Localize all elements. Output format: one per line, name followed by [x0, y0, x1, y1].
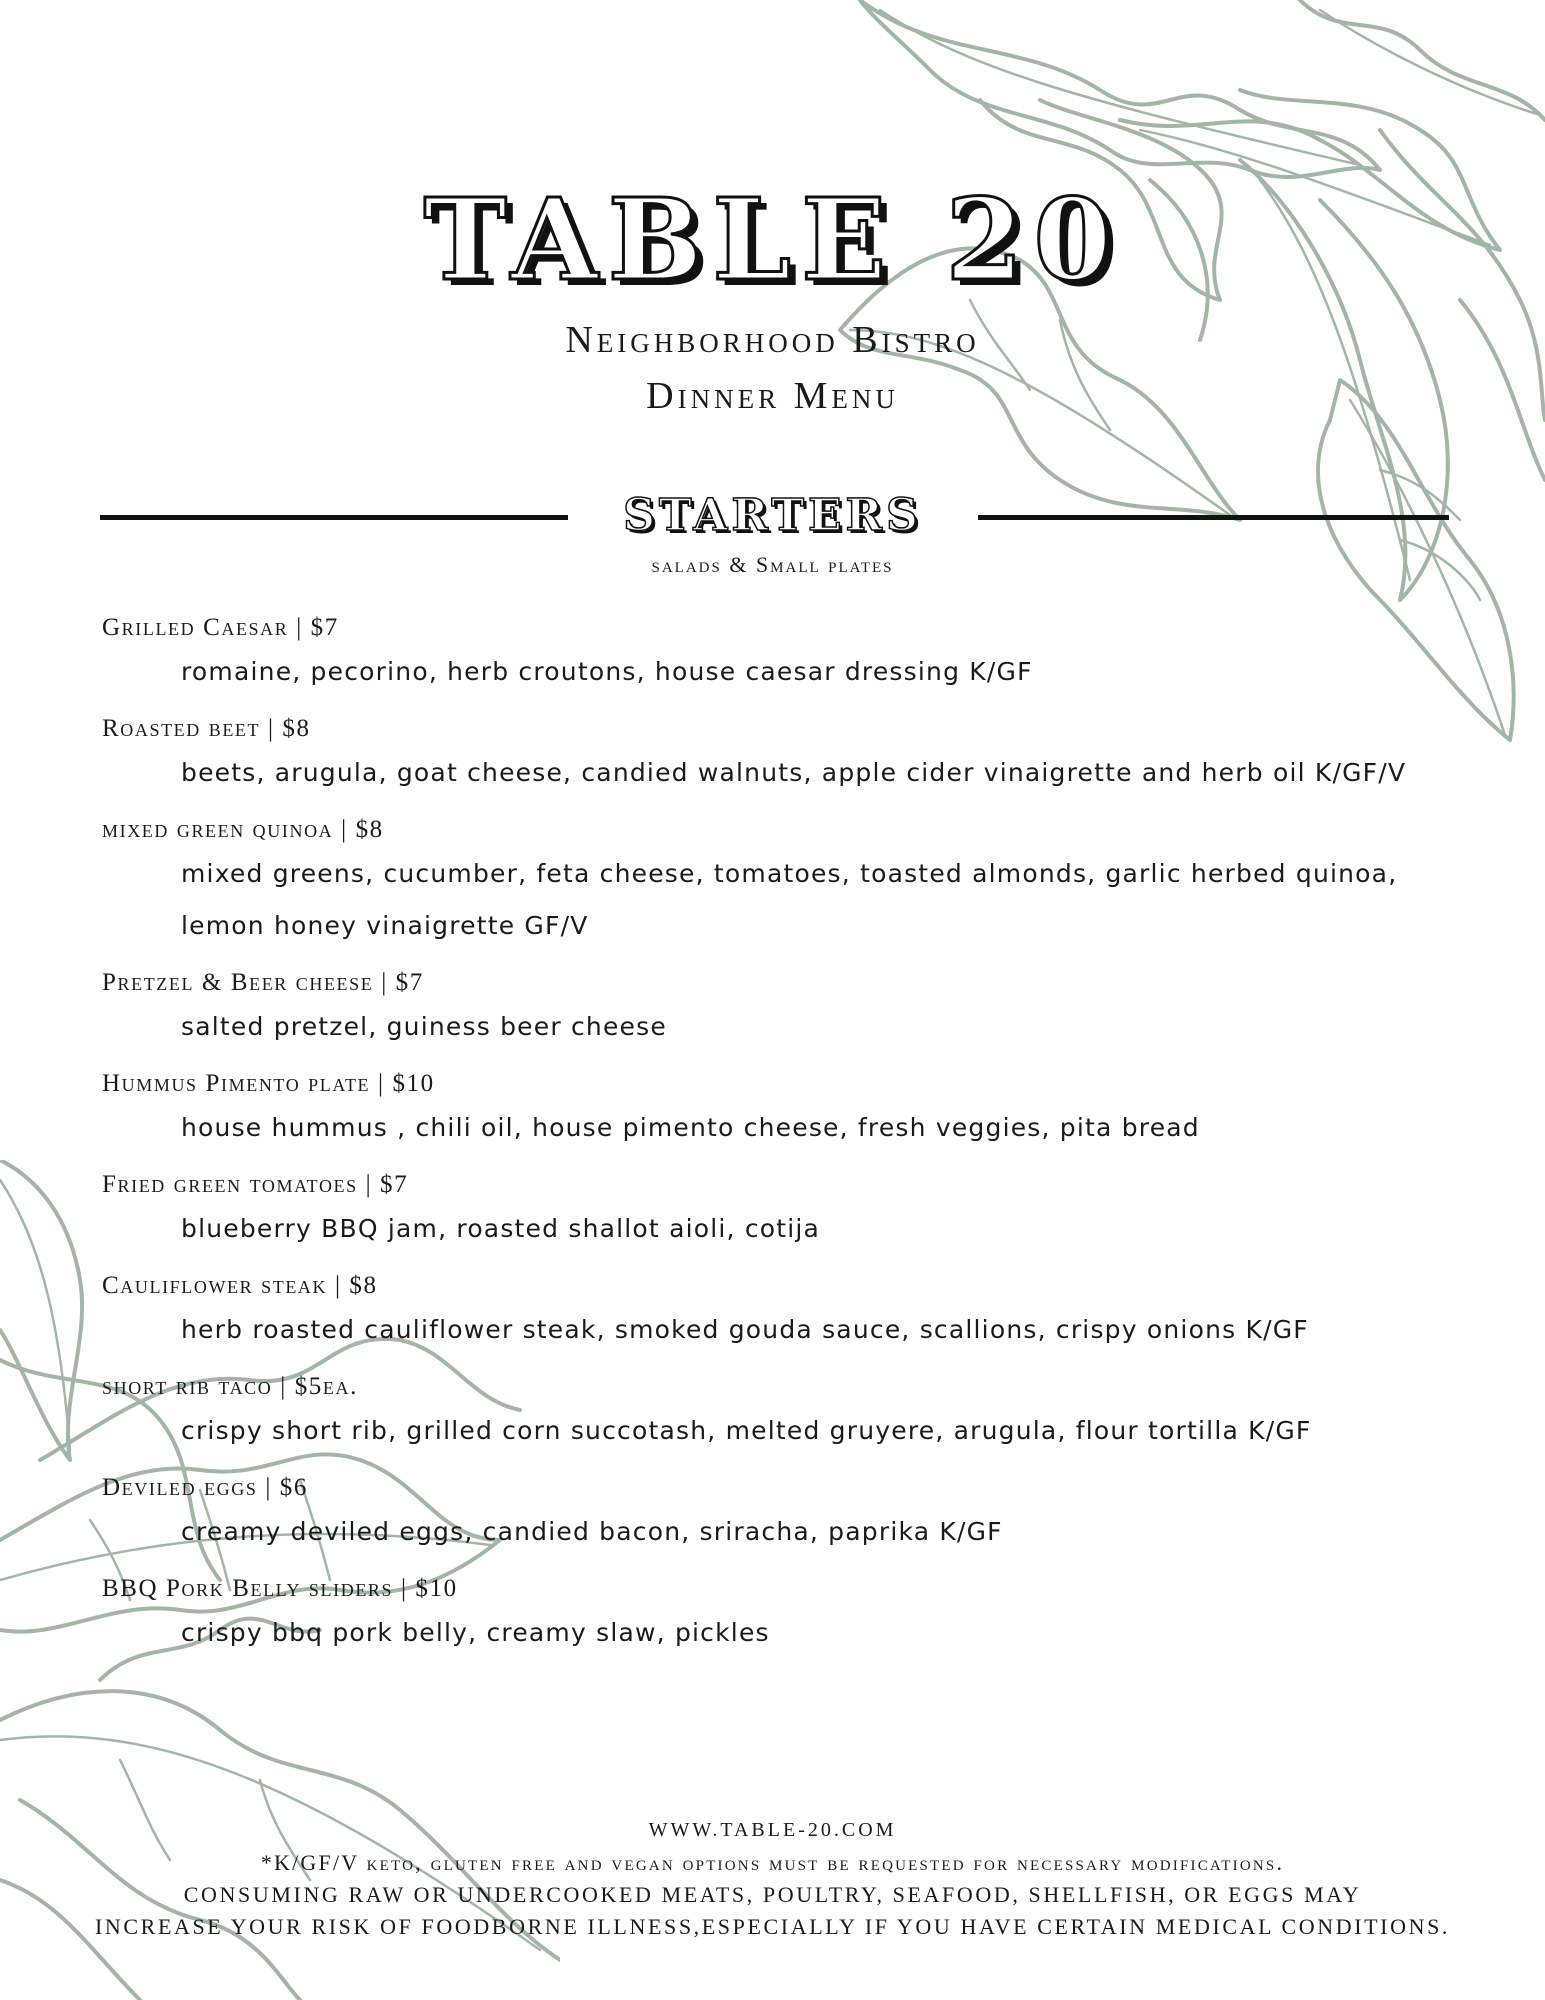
- restaurant-title: TABLE 20: [423, 175, 1122, 306]
- menu-item-name: Cauliflower steak | $8: [102, 1272, 378, 1299]
- menu-item-name: short rib taco | $5ea.: [102, 1373, 358, 1400]
- menu-item: [102, 1471, 1482, 1557]
- menu-item: [102, 712, 1482, 798]
- menu-item: [102, 1168, 1482, 1254]
- menu-item-description: house hummus , chili oil, house pimento cheese, fresh veggies, pita bread: [181, 1113, 1200, 1142]
- menu-name: Dinner Menu: [646, 375, 899, 417]
- section-title: STARTERS: [623, 490, 922, 541]
- menu-item-name: Deviled eggs | $6: [102, 1474, 308, 1501]
- menu-item-name: mixed green quinoa | $8: [102, 816, 384, 843]
- menu-item: [102, 611, 1482, 697]
- menu-item-name: Fried green tomatoes | $7: [102, 1171, 409, 1198]
- menu-item: [102, 1572, 1482, 1658]
- restaurant-tagline: Neighborhood Bistro: [565, 319, 980, 361]
- menu-item-list: [102, 611, 1482, 1673]
- menu-item-name: Grilled Caesar | $7: [102, 614, 339, 641]
- menu-item-description: herb roasted cauliflower steak, smoked gouda sauce, scallions, crispy onions K/GF: [181, 1315, 1309, 1344]
- menu-item-description: beets, arugula, goat cheese, candied walnuts, apple cider vinaigrette and herb oil K/GF/V: [181, 758, 1407, 787]
- menu-item-description: salted pretzel, guiness beer cheese: [181, 1012, 667, 1041]
- menu-item: [102, 813, 1482, 951]
- dietary-note: *K/GF/V keto, gluten free and vegan options must be requested for necessary modifications.: [260, 1850, 1285, 1875]
- health-warning-line2: INCREASE YOUR RISK OF FOODBORNE ILLNESS,ESPECIALLY IF YOU HAVE CERTAIN MEDICAL CONDITIONS.: [94, 1914, 1451, 1939]
- health-warning-line1: CONSUMING RAW OR UNDERCOOKED MEATS, POULTRY, SEAFOOD, SHELLFISH, OR EGGS MAY: [183, 1882, 1362, 1907]
- menu-item: [102, 1269, 1482, 1355]
- menu-item-description: blueberry BBQ jam, roasted shallot aioli, cotija: [181, 1214, 821, 1243]
- menu-item: [102, 1067, 1482, 1153]
- section-subtitle: salads & Small plates: [651, 552, 894, 577]
- menu-item-name: Roasted beet | $8: [102, 715, 311, 742]
- menu-item: [102, 966, 1482, 1052]
- menu-item: [102, 1370, 1482, 1456]
- menu-item-description: mixed greens, cucumber, feta cheese, tomatoes, toasted almonds, garlic herbed quinoa,: [181, 859, 1398, 888]
- menu-item-description: crispy short rib, grilled corn succotash, melted gruyere, arugula, flour tortilla K/GF: [181, 1416, 1312, 1445]
- menu-item-description: crispy bbq pork belly, creamy slaw, pickles: [181, 1618, 770, 1647]
- menu-item-description: creamy deviled eggs, candied bacon, sriracha, paprika K/GF: [181, 1517, 1003, 1546]
- website-link[interactable]: WWW.TABLE-20.COM: [648, 1819, 897, 1841]
- menu-item-name: Pretzel & Beer cheese | $7: [102, 969, 424, 996]
- menu-item-description: romaine, pecorino, herb croutons, house caesar dressing K/GF: [181, 657, 1033, 686]
- menu-item-name: BBQ Pork Belly sliders | $10: [102, 1575, 458, 1602]
- menu-item-name: Hummus Pimento plate | $10: [102, 1070, 435, 1097]
- menu-item-description-continued: lemon honey vinaigrette GF/V: [181, 911, 589, 940]
